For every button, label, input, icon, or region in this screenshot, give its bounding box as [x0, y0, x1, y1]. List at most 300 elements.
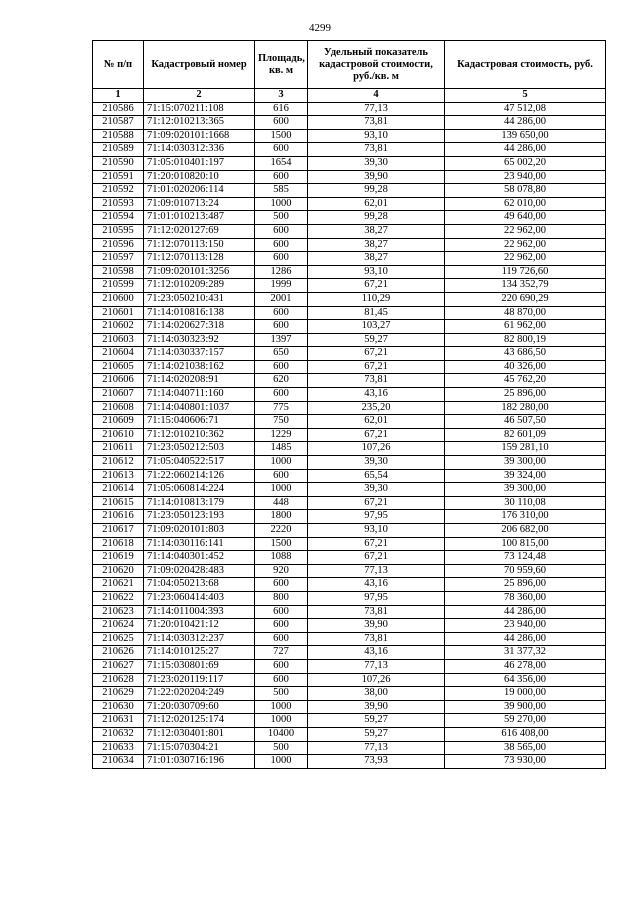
unit-value-cell: 59,27 — [308, 714, 445, 728]
cadastral-value-cell: 22 962,00 — [445, 238, 606, 252]
table-row — [93, 184, 606, 198]
header-area: Площадь, кв. м — [255, 41, 308, 89]
row-number-cell: 210626 — [93, 646, 144, 660]
area-cell: 1500 — [255, 129, 308, 143]
area-cell: 600 — [255, 659, 308, 673]
cadastral-number-cell: 71:04:050213:68 — [144, 578, 255, 592]
row-number-cell: 210586 — [93, 102, 144, 116]
cadastral-value-cell: 46 278,00 — [445, 659, 606, 673]
cadastral-number-cell: 71:01:020206:114 — [144, 184, 255, 198]
area-cell: 1397 — [255, 333, 308, 347]
row-number-cell: 210607 — [93, 388, 144, 402]
cadastral-number-cell: 71:12:010210:362 — [144, 428, 255, 442]
cadastral-value-cell: 62 010,00 — [445, 197, 606, 211]
unit-value-cell: 59,27 — [308, 727, 445, 741]
table-row — [93, 388, 606, 402]
area-cell: 1500 — [255, 537, 308, 551]
unit-value-cell: 73,93 — [308, 755, 445, 769]
unit-value-cell: 65,54 — [308, 469, 445, 483]
cadastral-value-cell: 206 682,00 — [445, 524, 606, 538]
unit-value-cell: 39,30 — [308, 483, 445, 497]
cadastral-number-cell: 71:14:021038:162 — [144, 360, 255, 374]
area-cell: 1000 — [255, 456, 308, 470]
table-row — [93, 224, 606, 238]
cadastral-value-cell: 44 286,00 — [445, 605, 606, 619]
row-number-cell: 210592 — [93, 184, 144, 198]
row-number-cell: 210596 — [93, 238, 144, 252]
row-number-cell: 210602 — [93, 320, 144, 334]
unit-value-cell: 73,81 — [308, 143, 445, 157]
area-cell: 920 — [255, 564, 308, 578]
unit-value-cell: 99,28 — [308, 184, 445, 198]
row-number-cell: 210599 — [93, 279, 144, 293]
row-number-cell: 210621 — [93, 578, 144, 592]
unit-value-cell: 67,21 — [308, 360, 445, 374]
unit-value-cell: 77,13 — [308, 564, 445, 578]
column-number: 5 — [445, 89, 606, 103]
unit-value-cell: 43,16 — [308, 578, 445, 592]
cadastral-value-cell: 39 300,00 — [445, 456, 606, 470]
area-cell: 750 — [255, 415, 308, 429]
area-cell: 1800 — [255, 510, 308, 524]
area-cell: 2220 — [255, 524, 308, 538]
area-cell: 1999 — [255, 279, 308, 293]
area-cell: 600 — [255, 673, 308, 687]
cadastral-number-cell: 71:12:070113:128 — [144, 252, 255, 266]
row-number-cell: 210615 — [93, 496, 144, 510]
cadastral-number-cell: 71:09:020428:483 — [144, 564, 255, 578]
row-number-cell: 210613 — [93, 469, 144, 483]
table-row — [93, 605, 606, 619]
area-cell: 1000 — [255, 755, 308, 769]
cadastral-value-cell: 22 962,00 — [445, 224, 606, 238]
unit-value-cell: 97,95 — [308, 510, 445, 524]
unit-value-cell: 77,13 — [308, 741, 445, 755]
area-cell: 620 — [255, 374, 308, 388]
table-row — [93, 252, 606, 266]
cadastral-value-cell: 47 512,08 — [445, 102, 606, 116]
cadastral-number-cell: 71:22:060214:126 — [144, 469, 255, 483]
cadastral-value-cell: 70 959,60 — [445, 564, 606, 578]
cadastral-number-cell: 71:05:060814:224 — [144, 483, 255, 497]
area-cell: 727 — [255, 646, 308, 660]
table-header-row — [93, 41, 606, 89]
cadastral-number-cell: 71:01:010213:487 — [144, 211, 255, 225]
unit-value-cell: 99,28 — [308, 211, 445, 225]
cadastral-number-cell: 71:22:020204:249 — [144, 687, 255, 701]
cadastral-value-cell: 49 640,00 — [445, 211, 606, 225]
cadastral-number-cell: 71:09:010713:24 — [144, 197, 255, 211]
area-cell: 600 — [255, 224, 308, 238]
area-cell: 500 — [255, 211, 308, 225]
cadastral-number-cell: 71:20:010421:12 — [144, 619, 255, 633]
table-row — [93, 211, 606, 225]
cadastral-number-cell: 71:23:020119:117 — [144, 673, 255, 687]
cadastral-value-cell: 73 930,00 — [445, 755, 606, 769]
unit-value-cell: 67,21 — [308, 496, 445, 510]
area-cell: 600 — [255, 578, 308, 592]
area-cell: 600 — [255, 252, 308, 266]
cadastral-number-cell: 71:12:070113:150 — [144, 238, 255, 252]
table-row — [93, 102, 606, 116]
unit-value-cell: 67,21 — [308, 537, 445, 551]
cadastral-value-cell: 119 726,60 — [445, 265, 606, 279]
row-number-cell: 210589 — [93, 143, 144, 157]
cadastral-number-cell: 71:14:030312:336 — [144, 143, 255, 157]
cadastral-value-cell: 134 352,79 — [445, 279, 606, 293]
unit-value-cell: 110,29 — [308, 292, 445, 306]
area-cell: 1654 — [255, 156, 308, 170]
unit-value-cell: 38,27 — [308, 238, 445, 252]
cadastral-number-cell: 71:09:020101:3256 — [144, 265, 255, 279]
unit-value-cell: 97,95 — [308, 591, 445, 605]
area-cell: 600 — [255, 306, 308, 320]
table-row — [93, 143, 606, 157]
cadastral-value-table — [92, 40, 606, 769]
area-cell: 500 — [255, 741, 308, 755]
row-number-cell: 210605 — [93, 360, 144, 374]
area-cell: 600 — [255, 632, 308, 646]
cadastral-number-cell: 71:14:020627:318 — [144, 320, 255, 334]
cadastral-number-cell: 71:14:040301:452 — [144, 551, 255, 565]
table-row — [93, 129, 606, 143]
cadastral-value-cell: 182 280,00 — [445, 401, 606, 415]
table-row — [93, 646, 606, 660]
row-number-cell: 210616 — [93, 510, 144, 524]
cadastral-value-cell: 82 601,09 — [445, 428, 606, 442]
table-row — [93, 320, 606, 334]
cadastral-value-cell: 23 940,00 — [445, 619, 606, 633]
area-cell: 500 — [255, 687, 308, 701]
cadastral-number-cell: 71:12:020127:69 — [144, 224, 255, 238]
area-cell: 1000 — [255, 483, 308, 497]
area-cell: 616 — [255, 102, 308, 116]
area-cell: 600 — [255, 238, 308, 252]
area-cell: 600 — [255, 360, 308, 374]
table-row — [93, 401, 606, 415]
cadastral-value-cell: 46 507,50 — [445, 415, 606, 429]
unit-value-cell: 43,16 — [308, 388, 445, 402]
cadastral-value-cell: 39 300,00 — [445, 483, 606, 497]
area-cell: 600 — [255, 116, 308, 130]
table-row — [93, 415, 606, 429]
cadastral-number-cell: 71:14:030337:157 — [144, 347, 255, 361]
table-row — [93, 116, 606, 130]
row-number-cell: 210617 — [93, 524, 144, 538]
cadastral-number-cell: 71:14:040711:160 — [144, 388, 255, 402]
table-body — [93, 102, 606, 768]
area-cell: 600 — [255, 320, 308, 334]
row-number-cell: 210612 — [93, 456, 144, 470]
area-cell: 1000 — [255, 714, 308, 728]
unit-value-cell: 73,81 — [308, 632, 445, 646]
unit-value-cell: 93,10 — [308, 129, 445, 143]
table-row — [93, 292, 606, 306]
table-row — [93, 170, 606, 184]
area-cell: 2001 — [255, 292, 308, 306]
unit-value-cell: 103,27 — [308, 320, 445, 334]
row-number-cell: 210628 — [93, 673, 144, 687]
table-row — [93, 442, 606, 456]
cadastral-number-cell: 71:09:020101:1668 — [144, 129, 255, 143]
area-cell: 650 — [255, 347, 308, 361]
cadastral-number-cell: 71:14:030323:92 — [144, 333, 255, 347]
area-cell: 600 — [255, 170, 308, 184]
unit-value-cell: 93,10 — [308, 524, 445, 538]
table-row — [93, 469, 606, 483]
row-number-cell: 210600 — [93, 292, 144, 306]
row-number-cell: 210633 — [93, 741, 144, 755]
cadastral-number-cell: 71:01:030716:196 — [144, 755, 255, 769]
cadastral-value-cell: 59 270,00 — [445, 714, 606, 728]
unit-value-cell: 38,27 — [308, 252, 445, 266]
row-number-cell: 210618 — [93, 537, 144, 551]
table-row — [93, 238, 606, 252]
table-row — [93, 551, 606, 565]
row-number-cell: 210603 — [93, 333, 144, 347]
table-row — [93, 279, 606, 293]
cadastral-number-cell: 71:05:010401:197 — [144, 156, 255, 170]
unit-value-cell: 107,26 — [308, 442, 445, 456]
cadastral-value-cell: 31 377,32 — [445, 646, 606, 660]
table-row — [93, 360, 606, 374]
area-cell: 1000 — [255, 700, 308, 714]
area-cell: 10400 — [255, 727, 308, 741]
row-number-cell: 210590 — [93, 156, 144, 170]
unit-value-cell: 73,81 — [308, 374, 445, 388]
row-number-cell: 210608 — [93, 401, 144, 415]
table-row — [93, 619, 606, 633]
cadastral-value-cell: 19 000,00 — [445, 687, 606, 701]
area-cell: 600 — [255, 143, 308, 157]
cadastral-number-cell: 71:05:040522:517 — [144, 456, 255, 470]
table-row — [93, 374, 606, 388]
row-number-cell: 210623 — [93, 605, 144, 619]
row-number-cell: 210588 — [93, 129, 144, 143]
cadastral-value-cell: 44 286,00 — [445, 143, 606, 157]
cadastral-value-cell: 25 896,00 — [445, 578, 606, 592]
cadastral-number-cell: 71:14:010125:27 — [144, 646, 255, 660]
area-cell: 600 — [255, 619, 308, 633]
cadastral-value-cell: 159 281,10 — [445, 442, 606, 456]
row-number-cell: 210594 — [93, 211, 144, 225]
cadastral-value-cell: 40 326,00 — [445, 360, 606, 374]
table-row — [93, 347, 606, 361]
cadastral-number-cell: 71:09:020101:803 — [144, 524, 255, 538]
unit-value-cell: 39,30 — [308, 456, 445, 470]
unit-value-cell: 59,27 — [308, 333, 445, 347]
unit-value-cell: 67,21 — [308, 347, 445, 361]
row-number-cell: 210593 — [93, 197, 144, 211]
cadastral-value-cell: 48 870,00 — [445, 306, 606, 320]
cadastral-value-cell: 43 686,50 — [445, 347, 606, 361]
cadastral-value-cell: 39 324,00 — [445, 469, 606, 483]
cadastral-number-cell: 71:15:040606:71 — [144, 415, 255, 429]
table-row — [93, 578, 606, 592]
cadastral-value-cell: 65 002,20 — [445, 156, 606, 170]
page-number: 4299 — [309, 22, 331, 34]
row-number-cell: 210591 — [93, 170, 144, 184]
unit-value-cell: 39,90 — [308, 170, 445, 184]
cadastral-value-cell: 61 962,00 — [445, 320, 606, 334]
cadastral-number-cell: 71:14:011004:393 — [144, 605, 255, 619]
cadastral-value-cell: 82 800,19 — [445, 333, 606, 347]
cadastral-number-cell: 71:20:030709:60 — [144, 700, 255, 714]
table-row — [93, 456, 606, 470]
row-number-cell: 210610 — [93, 428, 144, 442]
cadastral-number-cell: 71:14:030312:237 — [144, 632, 255, 646]
area-cell: 585 — [255, 184, 308, 198]
unit-value-cell: 38,27 — [308, 224, 445, 238]
unit-value-cell: 77,13 — [308, 659, 445, 673]
row-number-cell: 210595 — [93, 224, 144, 238]
cadastral-value-cell: 78 360,00 — [445, 591, 606, 605]
row-number-cell: 210625 — [93, 632, 144, 646]
row-number-cell: 210631 — [93, 714, 144, 728]
cadastral-value-cell: 616 408,00 — [445, 727, 606, 741]
table-row — [93, 510, 606, 524]
row-number-cell: 210624 — [93, 619, 144, 633]
cadastral-value-cell: 73 124,48 — [445, 551, 606, 565]
area-cell: 800 — [255, 591, 308, 605]
row-number-cell: 210587 — [93, 116, 144, 130]
unit-value-cell: 73,81 — [308, 605, 445, 619]
area-cell: 600 — [255, 605, 308, 619]
cadastral-value-cell: 44 286,00 — [445, 116, 606, 130]
unit-value-cell: 67,21 — [308, 428, 445, 442]
table-row — [93, 755, 606, 769]
area-cell: 1229 — [255, 428, 308, 442]
cadastral-value-cell: 30 110,08 — [445, 496, 606, 510]
cadastral-number-cell: 71:14:030116:141 — [144, 537, 255, 551]
table-row — [93, 700, 606, 714]
row-number-cell: 210609 — [93, 415, 144, 429]
row-number-cell: 210629 — [93, 687, 144, 701]
row-number-cell: 210622 — [93, 591, 144, 605]
table-row — [93, 156, 606, 170]
cadastral-number-cell: 71:20:010820:10 — [144, 170, 255, 184]
header-unit-value: Удельный показатель кадастровой стоимости, руб./кв. м — [308, 41, 445, 89]
cadastral-number-cell: 71:23:060414:403 — [144, 591, 255, 605]
cadastral-number-cell: 71:15:070304:21 — [144, 741, 255, 755]
cadastral-number-cell: 71:12:010209:289 — [144, 279, 255, 293]
header-cadastral-value: Кадастровая стоимость, руб. — [445, 41, 606, 89]
header-row-number: № п/п — [93, 41, 144, 89]
cadastral-value-cell: 23 940,00 — [445, 170, 606, 184]
row-number-cell: 210630 — [93, 700, 144, 714]
table-row — [93, 741, 606, 755]
unit-value-cell: 77,13 — [308, 102, 445, 116]
cadastral-number-cell: 71:15:070211:108 — [144, 102, 255, 116]
column-number: 4 — [308, 89, 445, 103]
table-row — [93, 496, 606, 510]
cadastral-value-cell: 39 900,00 — [445, 700, 606, 714]
area-cell: 1286 — [255, 265, 308, 279]
cadastral-value-cell: 58 078,80 — [445, 184, 606, 198]
area-cell: 600 — [255, 388, 308, 402]
cadastral-value-cell: 38 565,00 — [445, 741, 606, 755]
area-cell: 1000 — [255, 197, 308, 211]
table-row — [93, 428, 606, 442]
cadastral-number-cell: 71:12:010213:365 — [144, 116, 255, 130]
unit-value-cell: 93,10 — [308, 265, 445, 279]
cadastral-number-cell: 71:23:050210:431 — [144, 292, 255, 306]
unit-value-cell: 39,90 — [308, 619, 445, 633]
unit-value-cell: 107,26 — [308, 673, 445, 687]
unit-value-cell: 39,30 — [308, 156, 445, 170]
row-number-cell: 210634 — [93, 755, 144, 769]
cadastral-value-cell: 100 815,00 — [445, 537, 606, 551]
cadastral-value-cell: 220 690,29 — [445, 292, 606, 306]
table-row — [93, 483, 606, 497]
unit-value-cell: 43,16 — [308, 646, 445, 660]
row-number-cell: 210598 — [93, 265, 144, 279]
unit-value-cell: 81,45 — [308, 306, 445, 320]
row-number-cell: 210620 — [93, 564, 144, 578]
cadastral-number-cell: 71:14:010816:138 — [144, 306, 255, 320]
table-row — [93, 632, 606, 646]
cadastral-value-cell: 22 962,00 — [445, 252, 606, 266]
cadastral-value-cell: 45 762,20 — [445, 374, 606, 388]
table-row — [93, 524, 606, 538]
table-row — [93, 306, 606, 320]
cadastral-number-cell: 71:14:010813:179 — [144, 496, 255, 510]
unit-value-cell: 39,90 — [308, 700, 445, 714]
unit-value-cell: 62,01 — [308, 415, 445, 429]
column-number: 2 — [144, 89, 255, 103]
row-number-cell: 210627 — [93, 659, 144, 673]
cadastral-value-cell: 44 286,00 — [445, 632, 606, 646]
table-row — [93, 591, 606, 605]
table-row — [93, 687, 606, 701]
unit-value-cell: 67,21 — [308, 551, 445, 565]
column-number-row — [93, 89, 606, 103]
cadastral-value-cell: 25 896,00 — [445, 388, 606, 402]
cadastral-value-cell: 176 310,00 — [445, 510, 606, 524]
row-number-cell: 210614 — [93, 483, 144, 497]
unit-value-cell: 73,81 — [308, 116, 445, 130]
table-row — [93, 265, 606, 279]
table-row — [93, 659, 606, 673]
cadastral-number-cell: 71:23:050212:503 — [144, 442, 255, 456]
cadastral-number-cell: 71:15:030801:69 — [144, 659, 255, 673]
unit-value-cell: 67,21 — [308, 279, 445, 293]
unit-value-cell: 62,01 — [308, 197, 445, 211]
table-row — [93, 197, 606, 211]
row-number-cell: 210601 — [93, 306, 144, 320]
row-number-cell: 210597 — [93, 252, 144, 266]
row-number-cell: 210604 — [93, 347, 144, 361]
cadastral-value-cell: 64 356,00 — [445, 673, 606, 687]
column-number: 1 — [93, 89, 144, 103]
row-number-cell: 210611 — [93, 442, 144, 456]
cadastral-number-cell: 71:23:050123:193 — [144, 510, 255, 524]
table-row — [93, 673, 606, 687]
area-cell: 1485 — [255, 442, 308, 456]
cadastral-value-cell: 139 650,00 — [445, 129, 606, 143]
table-row — [93, 564, 606, 578]
table-row — [93, 537, 606, 551]
row-number-cell: 210606 — [93, 374, 144, 388]
header-cadastral-number: Кадастровый номер — [144, 41, 255, 89]
cadastral-number-cell: 71:12:020125:174 — [144, 714, 255, 728]
table-row — [93, 333, 606, 347]
unit-value-cell: 235,20 — [308, 401, 445, 415]
area-cell: 1088 — [255, 551, 308, 565]
row-number-cell: 210619 — [93, 551, 144, 565]
unit-value-cell: 38,00 — [308, 687, 445, 701]
cadastral-number-cell: 71:14:040801:1037 — [144, 401, 255, 415]
